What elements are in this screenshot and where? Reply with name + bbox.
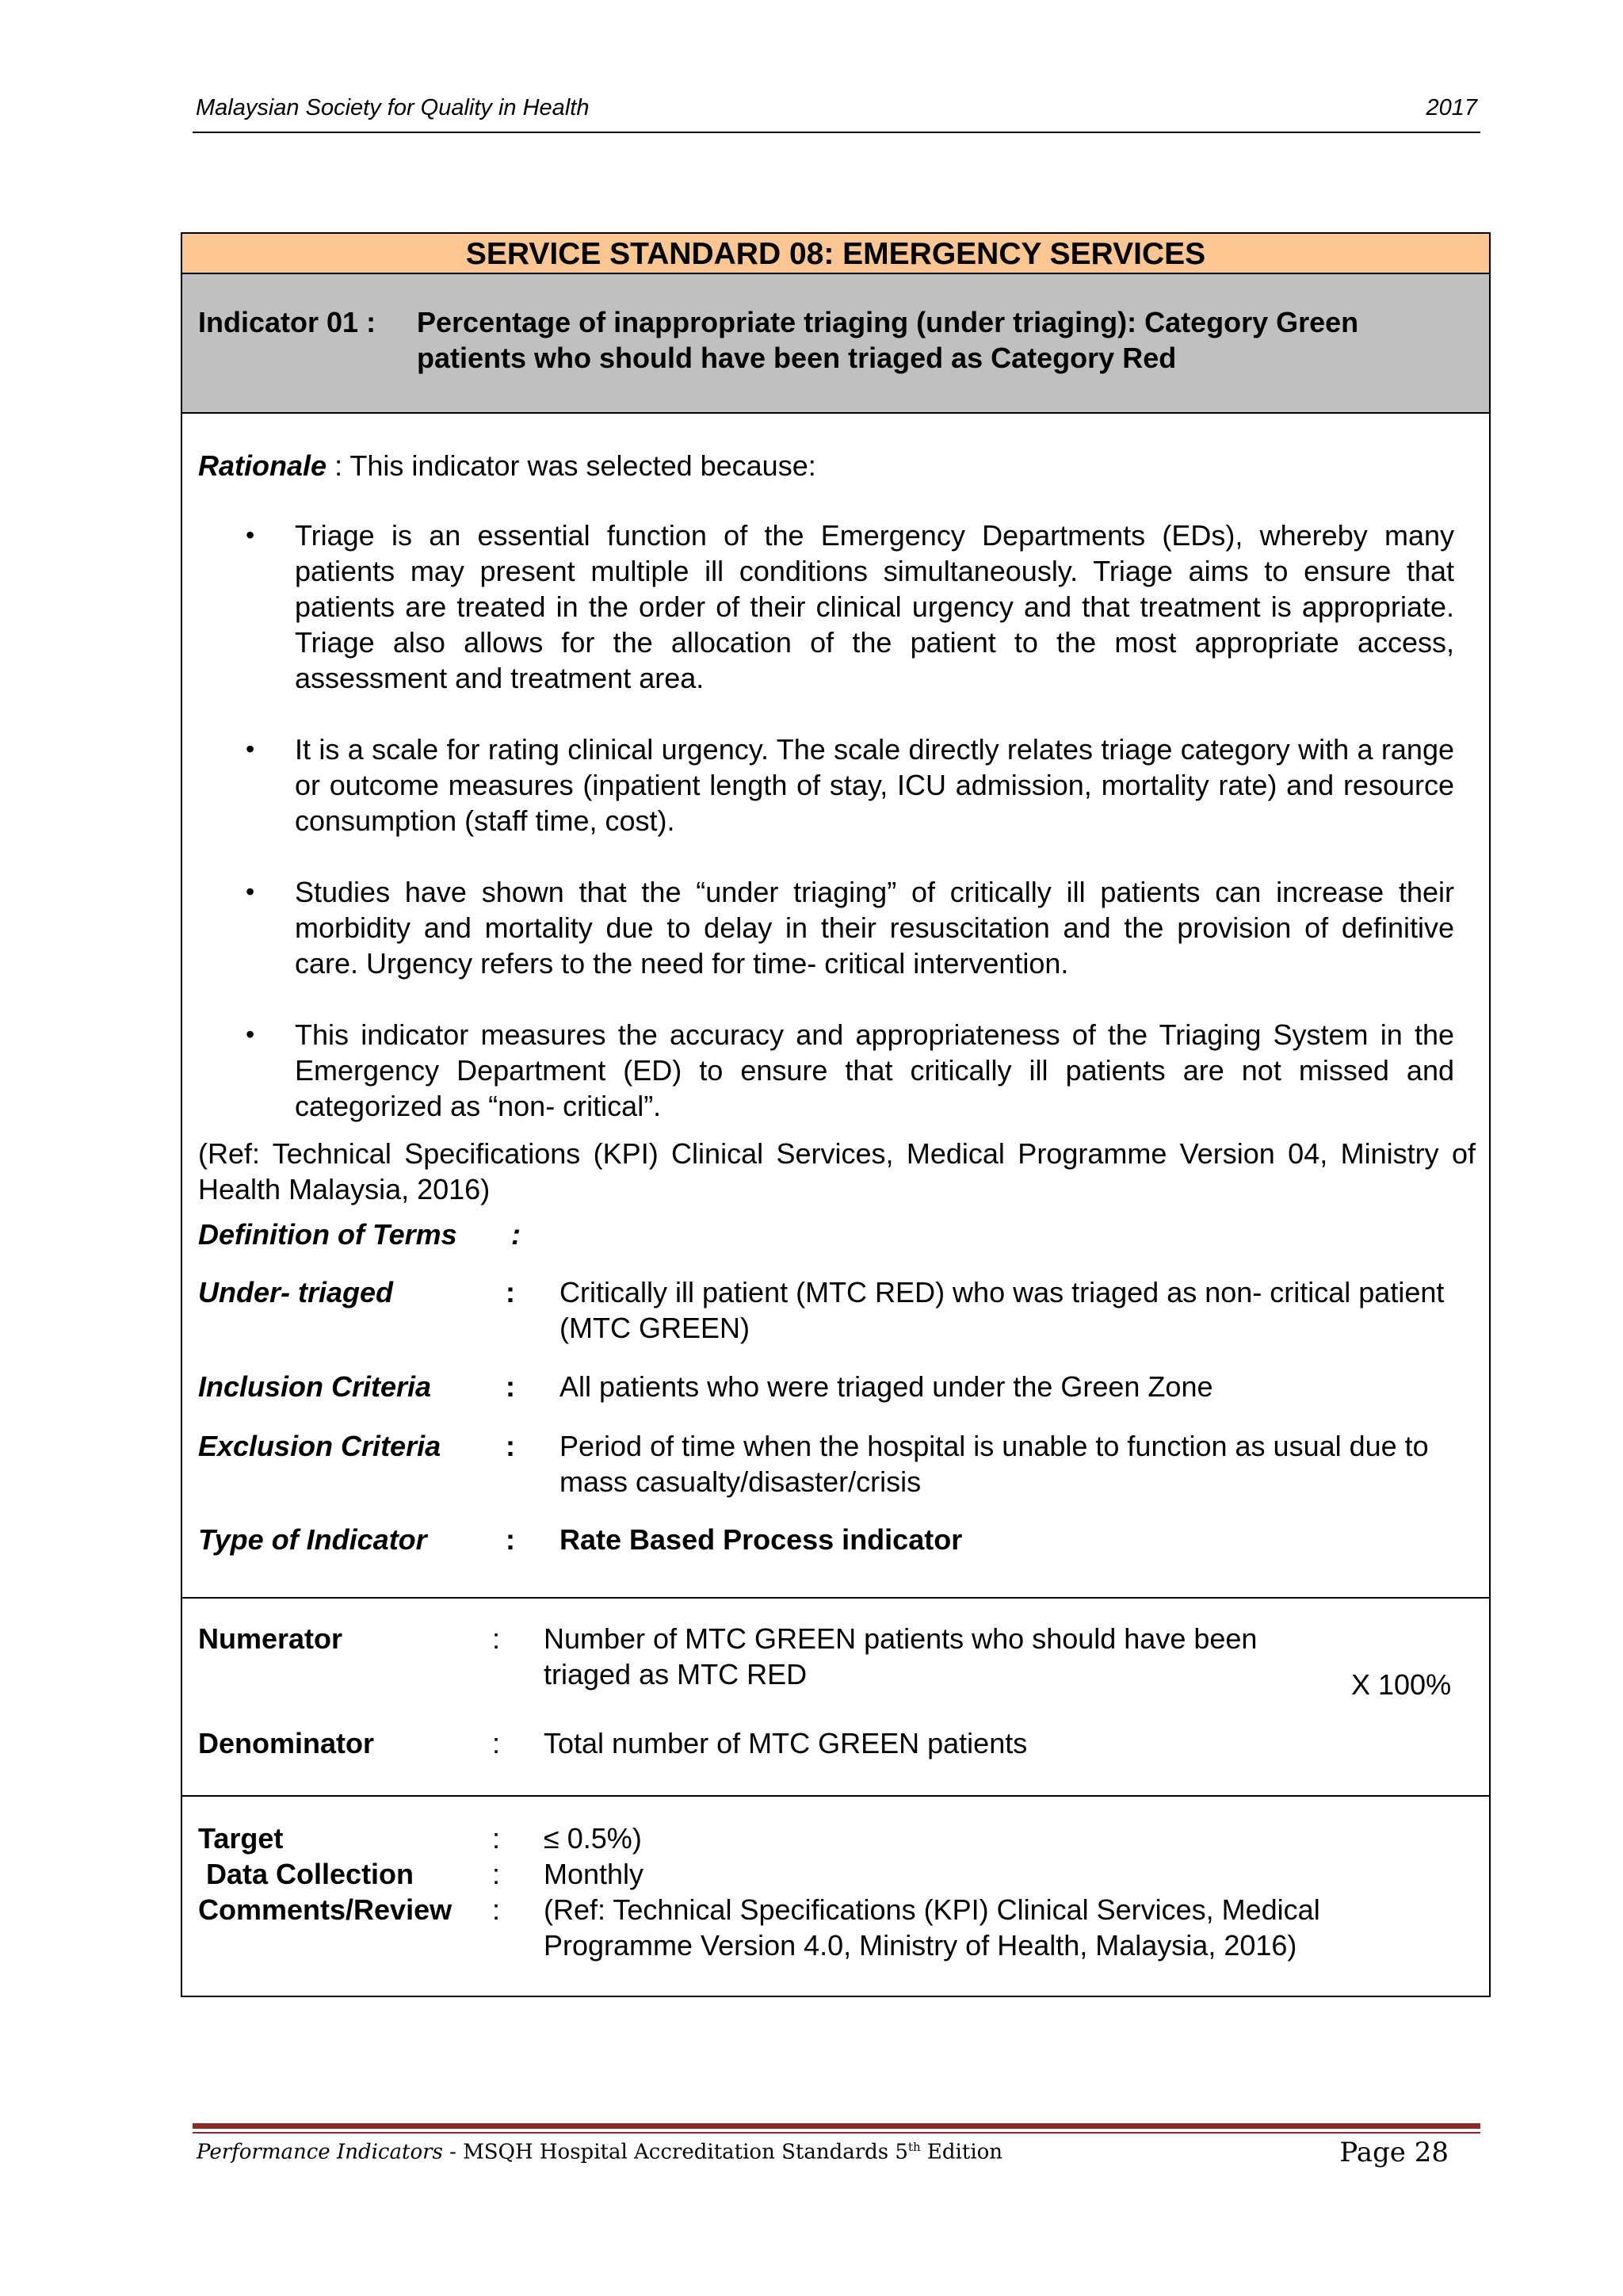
type-value: Rate Based Process indicator [559, 1523, 963, 1556]
indicator-box [182, 274, 1489, 414]
data-collection-value: Monthly [544, 1858, 644, 1890]
rationale-bullets [246, 518, 1454, 1159]
page-header [193, 92, 1480, 133]
page-footer [197, 2137, 1449, 2179]
indicator-text: Percentage of inappropriate triaging (under triaging): Category Green patients who should have been triaged as Category Red [417, 306, 1359, 374]
definition-colon: : [506, 1276, 515, 1308]
definition-colon: : [511, 1218, 521, 1251]
footer-edition: Edition [920, 2140, 1003, 2164]
footer-subtitle: - MSQH Hospital Accreditation Standards 5 [442, 2140, 908, 2164]
header-organization: Malaysian Society for Quality in Health [196, 95, 590, 120]
rationale-bullet: • Studies have shown that the “under triaging” of critically ill patients can increase their morbidity and mortality due to delay in their resuscitation and the provision of definitive care. Urgency refers to the need for time- critical intervention. [246, 874, 1454, 981]
data-collection-colon: : [492, 1858, 501, 1890]
section-divider [182, 1795, 1489, 1797]
target-colon: : [492, 1822, 501, 1855]
inclusion-label: Inclusion Criteria [198, 1370, 432, 1403]
definition-colon: : [506, 1430, 515, 1462]
numerator-label: Numerator [198, 1622, 343, 1655]
standard-table [181, 232, 1491, 1997]
comments-colon: : [492, 1893, 501, 1926]
denominator-label: Denominator [198, 1727, 375, 1759]
definition-heading: Definition of Terms [198, 1218, 457, 1251]
footer-rule-thin [193, 2132, 1480, 2134]
exclusion-label: Exclusion Criteria [198, 1430, 441, 1462]
inclusion-value: All patients who were triaged under the Green Zone [559, 1370, 1213, 1403]
numerator-value: Number of MTC GREEN patients who should have been triaged as MTC RED [544, 1622, 1258, 1690]
rationale-bullet: • It is a scale for rating clinical urgency. The scale directly relates triage category with a range or outcome measures (inpatient length of stay, ICU admission, mortality rate) and resource consumption (staff time, cost). [246, 732, 1454, 839]
rationale-bullet: • Triage is an essential function of the Emergency Departments (EDs), whereby many patients may present multiple ill conditions simultaneously. Triage aims to ensure that patients are treated in the order of their clinical urgency and that treatment is appropriate. Triage also allows for the allocation of the patient to the most appropriate access, assessment and treatment area. [246, 518, 1454, 696]
under-triaged-value: Critically ill patient (MTC RED) who was triaged as non- critical patient (MTC GREEN) [559, 1276, 1445, 1344]
footer-superscript: th [907, 2140, 921, 2154]
rationale-line [198, 448, 816, 483]
data-collection-label: Data Collection [206, 1858, 414, 1890]
under-triaged-label: Under- triaged [198, 1276, 394, 1308]
numerator-colon: : [492, 1622, 501, 1655]
section-divider [182, 1597, 1489, 1599]
rationale-intro: : This indicator was selected because: [334, 449, 816, 482]
target-label: Target [198, 1822, 284, 1855]
definition-colon: : [506, 1523, 515, 1556]
target-value: ≤ 0.5%) [544, 1822, 642, 1855]
standard-title: SERVICE STANDARD 08: EMERGENCY SERVICES [182, 234, 1489, 274]
multiplier: X 100% [1351, 1668, 1452, 1701]
comments-label: Comments/Review [198, 1893, 453, 1926]
footer-title: Performance Indicators [197, 2140, 443, 2164]
definition-colon: : [506, 1370, 515, 1403]
footer-rule [193, 2123, 1480, 2129]
indicator-label: Indicator 01 : [198, 306, 376, 338]
header-year: 2017 [1426, 95, 1477, 120]
type-label: Type of Indicator [198, 1523, 427, 1556]
denominator-colon: : [492, 1727, 501, 1759]
rationale-label: Rationale [198, 449, 327, 482]
page-number: Page 28 [1339, 2137, 1449, 2168]
denominator-value: Total number of MTC GREEN patients [544, 1727, 1028, 1759]
rationale-bullet: • This indicator measures the accuracy and appropriateness of the Triaging System in the Emergency Department (ED) to ensure that critically ill patients are not missed and categorized as “non- critical”. [246, 1017, 1454, 1124]
exclusion-value: Period of time when the hospital is unable to function as usual due to mass casualty/disaster/crisis [559, 1430, 1429, 1498]
comments-value: (Ref: Technical Specifications (KPI) Clinical Services, Medical Programme Version 4.0, Ministry of Health, Malaysia, 2016) [544, 1893, 1320, 1962]
rationale-reference: (Ref: Technical Specifications (KPI) Clinical Services, Medical Programme Version 04, Ministry of Health Malaysia, 2016) [198, 1137, 1476, 1205]
